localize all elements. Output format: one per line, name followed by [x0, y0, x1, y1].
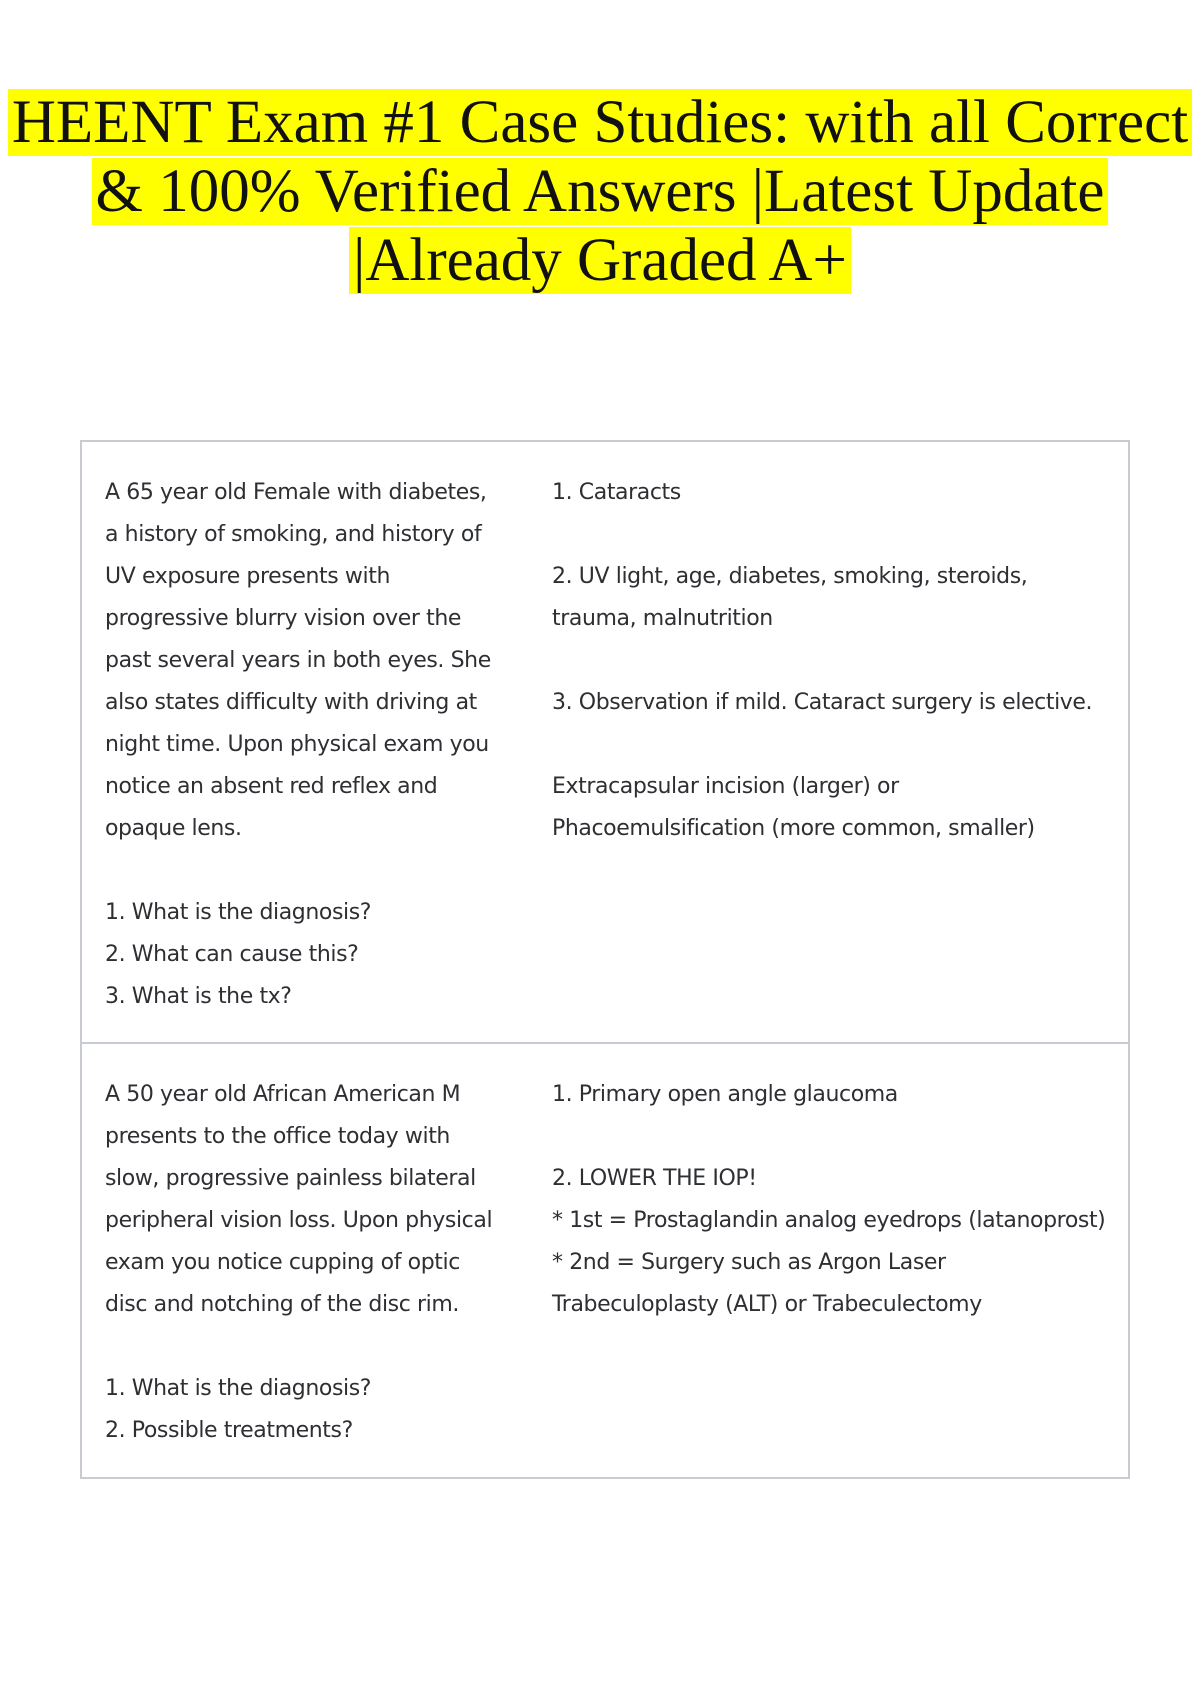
answer-text-line: * 1st = Prostaglandin analog eyedrops (latanoprost): [552, 1208, 1106, 1233]
question-prompt: 2. Possible treatments?: [105, 1418, 353, 1443]
spacer: [552, 724, 1117, 766]
question-prompt: 2. What can cause this?: [105, 942, 359, 967]
answer-column: [552, 1074, 1117, 1326]
spacer: [552, 640, 1117, 682]
spacer: [552, 514, 1117, 556]
spacer: [105, 1326, 505, 1368]
title-line: |Already Graded A+: [0, 226, 1200, 295]
question-text-line: disc and notching of the disc rim.: [105, 1292, 459, 1317]
question-prompt: 3. What is the tx?: [105, 984, 292, 1009]
answer-text-line: 3. Observation if mild. Cataract surgery is elective.: [552, 690, 1093, 715]
answer-column: [552, 472, 1117, 850]
question-prompt: 1. What is the diagnosis?: [105, 900, 372, 925]
title-line: & 100% Verified Answers |Latest Update: [0, 157, 1200, 226]
question-text-line: A 65 year old Female with diabetes,: [105, 480, 487, 505]
question-text-line: slow, progressive painless bilateral: [105, 1166, 476, 1191]
question-text-line: exam you notice cupping of optic: [105, 1250, 460, 1275]
answer-text-line: 1. Primary open angle glaucoma: [552, 1082, 898, 1107]
spacer: [552, 1116, 1117, 1158]
answer-text-line: 1. Cataracts: [552, 480, 681, 505]
answer-text-line: 2. LOWER THE IOP!: [552, 1166, 757, 1191]
question-text-line: progressive blurry vision over the: [105, 606, 462, 631]
question-text-line: peripheral vision loss. Upon physical: [105, 1208, 493, 1233]
spacer: [105, 850, 505, 892]
question-text-line: a history of smoking, and history of: [105, 522, 482, 547]
flashcard-glaucoma: [80, 1042, 1130, 1479]
answer-text-line: Extracapsular incision (larger) or: [552, 774, 899, 799]
question-text-line: presents to the office today with: [105, 1124, 450, 1149]
question-text-line: UV exposure presents with: [105, 564, 390, 589]
flashcard-cataracts: [80, 440, 1130, 1045]
title-line: HEENT Exam #1 Case Studies: with all Correct: [0, 88, 1200, 157]
answer-text-line: Phacoemulsification (more common, smaller): [552, 816, 1035, 841]
question-column: [105, 472, 505, 1018]
question-text-line: notice an absent red reflex and: [105, 774, 438, 799]
answer-text-line: trauma, malnutrition: [552, 606, 773, 631]
answer-text-line: 2. UV light, age, diabetes, smoking, steroids,: [552, 564, 1028, 589]
question-prompt: 1. What is the diagnosis?: [105, 1376, 372, 1401]
question-column: [105, 1074, 505, 1452]
question-text-line: past several years in both eyes. She: [105, 648, 491, 673]
answer-text-line: Trabeculoplasty (ALT) or Trabeculectomy: [552, 1292, 982, 1317]
question-text-line: night time. Upon physical exam you: [105, 732, 489, 757]
answer-text-line: * 2nd = Surgery such as Argon Laser: [552, 1250, 946, 1275]
question-text-line: also states difficulty with driving at: [105, 690, 477, 715]
question-text-line: A 50 year old African American M: [105, 1082, 461, 1107]
document-title: [0, 88, 1200, 295]
question-text-line: opaque lens.: [105, 816, 242, 841]
